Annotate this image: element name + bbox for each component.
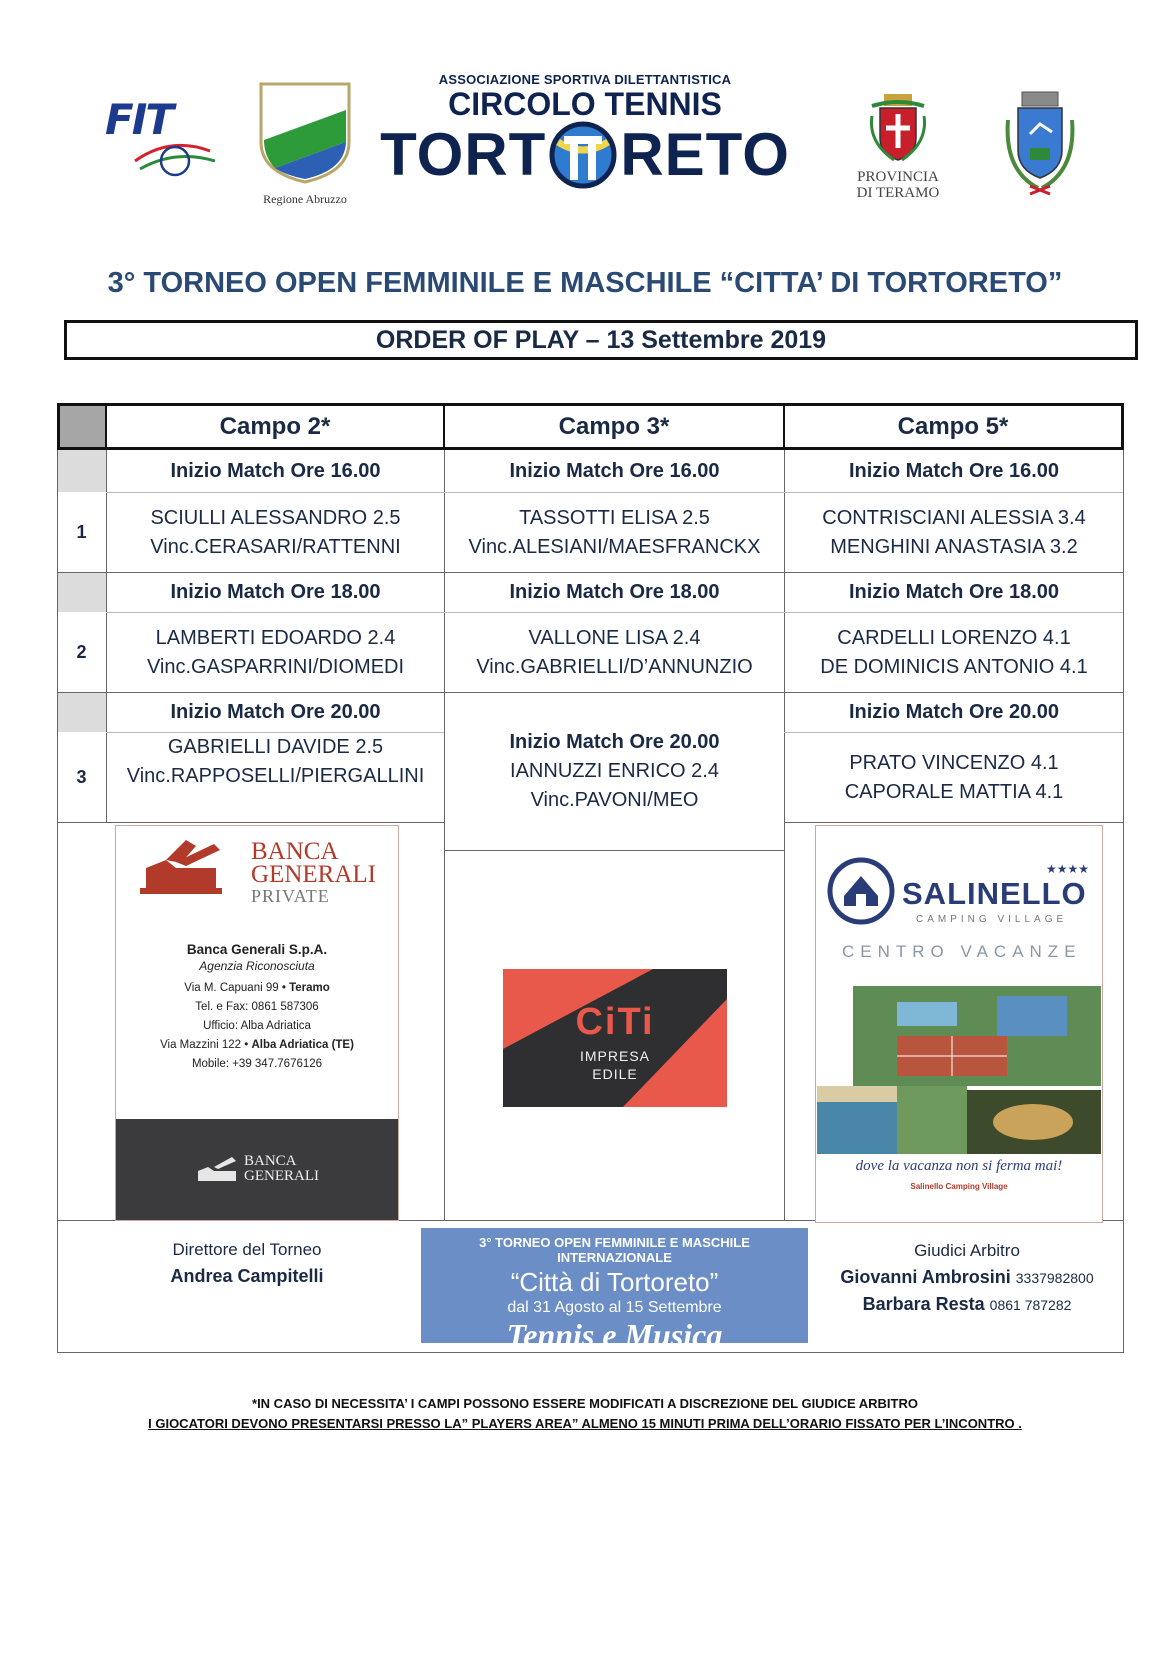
banca-bottom-brand: BANCA GENERALI: [244, 1153, 319, 1184]
time-row-1-shade: [57, 450, 106, 492]
match-row-2-campo-3: [445, 613, 784, 692]
row-1-time-campo-3: Inizio Match Ore 16.00: [509, 459, 720, 482]
salinello-stars: ★★★★: [1046, 862, 1090, 876]
winged-lion-small-icon: [194, 1155, 240, 1185]
salinello-aerial-photo: [817, 986, 1101, 1154]
comune-tortoreto-crest: [1000, 90, 1080, 200]
match-opponent-line: DE DOMINICIS ANTONIO 4.1: [820, 655, 1088, 678]
match-player-line: GABRIELLI DAVIDE 2.5: [167, 736, 384, 758]
club-town: [375, 120, 795, 190]
match-row-3-campo-5: [785, 733, 1123, 822]
match-opponent-line: Vinc.GABRIELLI/D’ANNUNZIO: [476, 655, 753, 678]
banca-office: Ufficio: Alba Adriatica: [203, 1020, 311, 1032]
salinello-small-name: Salinello Camping Village: [910, 1182, 1008, 1191]
referee-1-phone: 3337982800: [1015, 1270, 1094, 1286]
referee-2: [863, 1291, 1072, 1318]
row-3-time-campo-3: Inizio Match Ore 20.00: [509, 731, 720, 753]
row-3-time-campo-2: Inizio Match Ore 20.00: [170, 701, 381, 723]
match-opponent-line: Vinc.ALESIANI/MAESFRANCKX: [468, 535, 761, 558]
abruzzo-shield-icon: [255, 80, 355, 185]
court-change-note: *IN CASO DI NECESSITA’ I CAMPI POSSONO ESSERE MODIFICATI A DISCREZIONE DEL GIUDICE ARBITRO: [252, 1396, 918, 1411]
match-opponent-line: CAPORALE MATTIA 4.1: [844, 780, 1064, 803]
director-label: Direttore del Torneo: [172, 1240, 322, 1259]
banca-contact-info: [116, 940, 398, 1074]
banca-phone: Tel. e Fax: 0861 587306: [195, 1001, 319, 1013]
banca-address-2: Via Mazzini 122 • Alba Adriatica (TE): [160, 1039, 354, 1051]
match-player-line: SCIULLI ALESSANDRO 2.5: [150, 506, 401, 529]
banner-line-3: dal 31 Agosto al 15 Settembre: [507, 1299, 722, 1316]
provincia-crest-icon: [866, 92, 930, 164]
match-player-line: VALLONE LISA 2.4: [528, 626, 701, 649]
fit-rings-icon: [115, 131, 235, 181]
provincia-teramo-logo: [848, 92, 948, 201]
row-2-time-campo-2: Inizio Match Ore 18.00: [170, 581, 381, 603]
match-player-line: PRATO VINCENZO 4.1: [849, 751, 1059, 774]
banca-generali-ad: [115, 825, 399, 1221]
tournament-director: [77, 1228, 417, 1298]
match-player-line: CARDELLI LORENZO 4.1: [837, 626, 1071, 649]
match-row-1-campo-5: [785, 493, 1123, 572]
banner-line-2: “Città di Tortoreto”: [510, 1267, 719, 1297]
referee-1: [840, 1264, 1093, 1291]
banca-bottom-panel: [116, 1119, 398, 1220]
order-of-play-heading: ORDER OF PLAY – 13 Settembre 2019: [64, 320, 1138, 360]
salinello-slogan: dove la vacanza non si ferma mai!: [855, 1158, 1063, 1174]
salinello-name: SALINELLO: [902, 876, 1087, 911]
row-1-number: 1: [76, 522, 87, 542]
banca-mobile: Mobile: +39 347.7676126: [191, 1058, 323, 1070]
match-player-line: TASSOTTI ELISA 2.5: [519, 506, 710, 529]
row-3-number: 3: [76, 767, 87, 787]
club-town-part-2: RETO: [620, 121, 790, 188]
row-3-time-campo-5: Inizio Match Ore 20.00: [848, 701, 1060, 723]
club-name: CIRCOLO TENNIS: [448, 86, 722, 122]
director-name: Andrea Campitelli: [170, 1266, 324, 1286]
banca-brand: [251, 840, 376, 907]
players-area-note: I GIOCATORI DEVONO PRESENTARSI PRESSO LA” PLAYERS AREA” ALMENO 15 MINUTI PRIMA DELL’ORARIO FISSATO PER L’INCONTRO .: [148, 1416, 1022, 1431]
club-association: ASSOCIAZIONE SPORTIVA DILETTANTISTICA: [438, 72, 732, 87]
comune-crest-icon: [1000, 90, 1080, 200]
match-player-line: LAMBERTI EDOARDO 2.4: [155, 626, 396, 649]
referee-1-name: Giovanni Ambrosini: [840, 1267, 1011, 1287]
banca-agency: Agenzia Riconosciuta: [199, 959, 315, 973]
citi-caption: IMPRESA EDILE: [579, 1048, 650, 1082]
match-row-1-campo-3: [445, 493, 784, 572]
citi-impresa-edile-ad: [503, 969, 727, 1107]
salinello-centro-vacanze: CENTRO VACANZE: [842, 942, 1082, 961]
winged-lion-icon: [136, 838, 226, 898]
court-header-campo-3: Campo 3*: [558, 413, 670, 440]
banca-address-1: Via M. Capuani 99 • Teramo: [184, 982, 330, 994]
tennis-ball-icon: [548, 120, 618, 190]
banner-line-1: 3° TORNEO OPEN FEMMINILE E MASCHILE INTERNAZIONALE: [479, 1235, 750, 1265]
match-player-line: CONTRISCIANI ALESSIA 3.4: [822, 506, 1086, 529]
referee-2-phone: 0861 787282: [989, 1297, 1072, 1313]
banca-brand-1: BANCA: [251, 838, 339, 865]
match-row-2-campo-5: [785, 613, 1123, 692]
salinello-camping-ad: [815, 825, 1103, 1223]
banner-line-4: Tennis e Musica: [506, 1317, 723, 1353]
tournament-banner: [421, 1228, 808, 1353]
match-row-1-campo-2: [107, 493, 444, 572]
banca-brand-2: GENERALI: [251, 861, 376, 888]
row-2-number: 2: [76, 642, 87, 662]
match-row-3-campo-2: [107, 733, 444, 791]
court-header-campo-2: Campo 2*: [219, 413, 331, 440]
fit-logo: [105, 95, 225, 185]
match-opponent-line: MENGHINI ANASTASIA 3.2: [830, 535, 1078, 558]
fit-logo-text: FIT: [105, 95, 172, 144]
match-opponent-line: Vinc.GASPARRINI/DIOMEDI: [146, 655, 405, 678]
province-caption-2: DI TERAMO: [856, 185, 940, 201]
match-opponent-line: Vinc.CERASARI/RATTENNI: [150, 535, 401, 558]
regione-abruzzo-logo: [250, 80, 360, 205]
match-row-3-campo-3: [445, 693, 784, 850]
match-player-line: IANNUZZI ENRICO 2.4: [510, 760, 719, 782]
row-1-time-campo-2: Inizio Match Ore 16.00: [170, 459, 381, 482]
row-1-time-campo-5: Inizio Match Ore 16.00: [848, 459, 1060, 482]
banca-company: Banca Generali S.p.A.: [186, 942, 328, 957]
salinello-house-icon: [826, 856, 896, 926]
match-opponent-line: Vinc.PAVONI/MEO: [530, 789, 699, 811]
banca-brand-3: PRIVATE: [251, 886, 330, 906]
region-caption: Regione Abruzzo: [263, 192, 347, 206]
tournament-referees: [817, 1228, 1117, 1328]
tournament-title: 3° TORNEO OPEN FEMMINILE E MASCHILE “CITTA’ DI TORTORETO”: [107, 267, 1063, 299]
match-row-2-campo-2: [107, 613, 444, 692]
time-row-2-shade: [57, 572, 106, 612]
time-row-3-shade: [57, 692, 106, 732]
salinello-subtitle: CAMPING VILLAGE: [916, 914, 1068, 925]
court-header-campo-5: Campo 5*: [897, 413, 1009, 440]
row-2-time-campo-5: Inizio Match Ore 18.00: [848, 581, 1060, 603]
club-logo: [375, 72, 795, 190]
corner-cell: [57, 403, 106, 450]
referee-label: Giudici Arbitro: [914, 1241, 1020, 1260]
citi-brand: CiTi: [575, 1001, 655, 1043]
match-opponent-line: Vinc.RAPPOSELLI/PIERGALLINI: [126, 765, 425, 787]
club-town-part-1: TORT: [380, 121, 547, 188]
referee-2-name: Barbara Resta: [862, 1294, 985, 1314]
province-caption-1: PROVINCIA: [857, 169, 939, 185]
row-2-time-campo-3: Inizio Match Ore 18.00: [509, 581, 720, 603]
